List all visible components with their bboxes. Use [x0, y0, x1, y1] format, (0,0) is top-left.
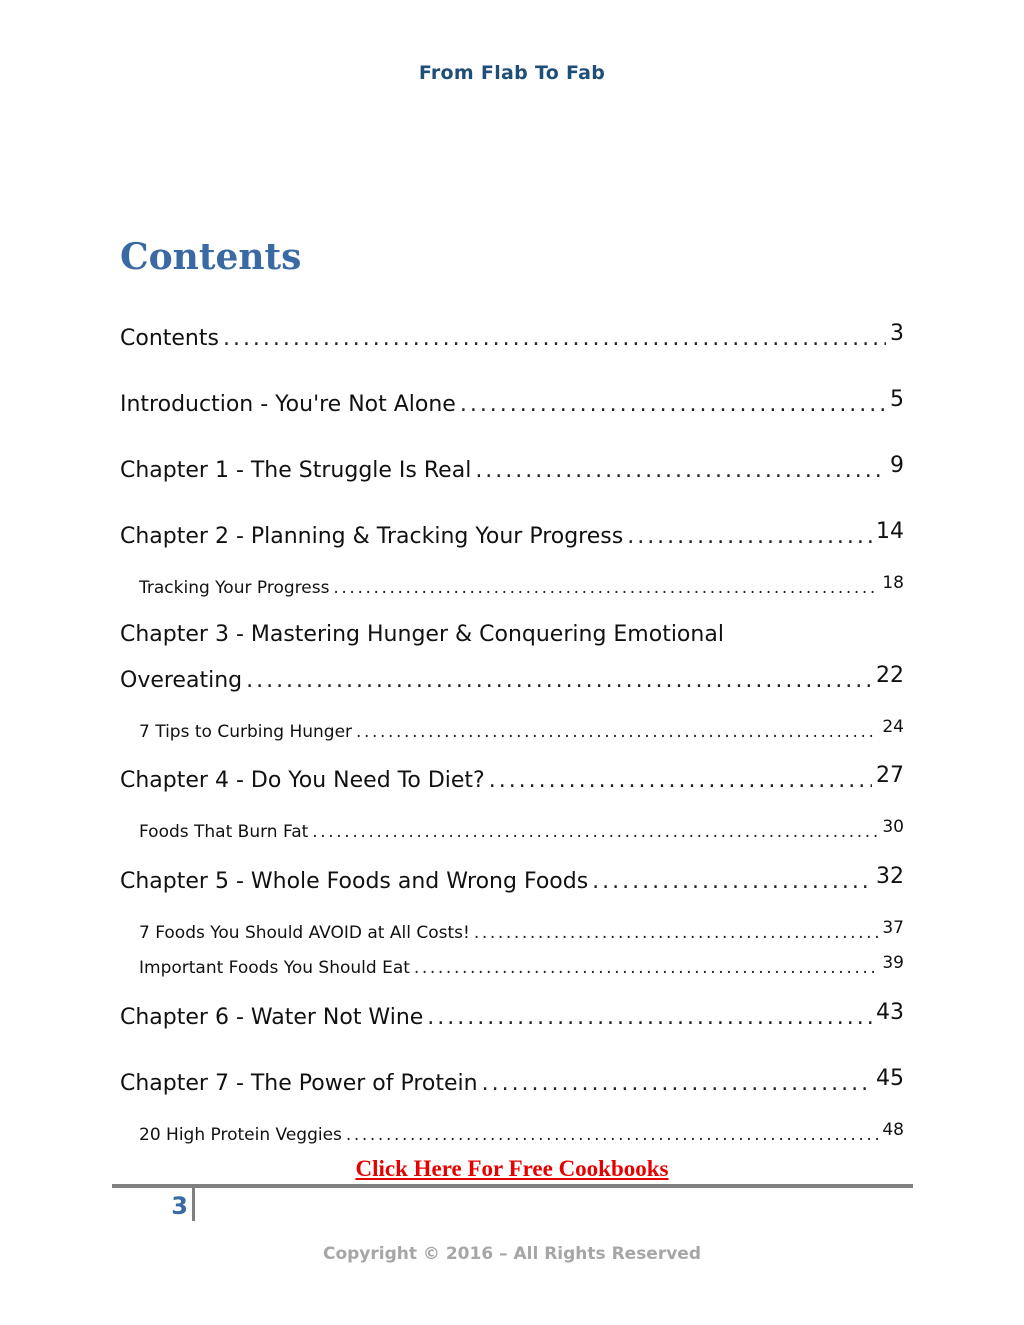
toc-entry-label: Chapter 1 - The Struggle Is Real	[120, 458, 472, 483]
toc-subentry-curbing-hunger[interactable]	[139, 717, 904, 742]
dot-leader	[312, 822, 878, 842]
running-header: From Flab To Fab	[418, 62, 606, 84]
toc-entry-chapter-3[interactable]	[120, 663, 904, 693]
toc-entry-introduction[interactable]	[120, 387, 904, 417]
dot-leader	[414, 958, 878, 978]
toc-entry-chapter-1[interactable]	[120, 453, 904, 483]
toc-entry-page: 43	[876, 1000, 904, 1025]
dot-leader	[356, 722, 878, 742]
footer-divider	[112, 1184, 913, 1188]
toc-entry-label: Overeating	[120, 668, 243, 693]
toc-entry-label: Chapter 6 - Water Not Wine	[120, 1005, 424, 1030]
toc-subentry-tracking-progress[interactable]	[139, 573, 904, 598]
toc-entry-page: 24	[882, 717, 904, 737]
toc-entry-contents[interactable]	[120, 321, 904, 351]
toc-entry-label: Foods That Burn Fat	[139, 822, 309, 842]
toc-entry-page: 45	[876, 1066, 904, 1091]
toc-entry-chapter-6[interactable]	[120, 1000, 904, 1030]
toc-entry-label: Tracking Your Progress	[139, 578, 330, 598]
toc-subentry-foods-avoid[interactable]	[139, 918, 904, 943]
toc-entry-chapter-7[interactable]	[120, 1066, 904, 1096]
toc-entry-page: 39	[882, 953, 904, 973]
toc-entry-page: 9	[890, 453, 904, 478]
toc-entry-label: 20 High Protein Veggies	[139, 1125, 342, 1145]
page-heading: Contents	[120, 236, 302, 278]
dot-leader	[427, 1005, 872, 1030]
dot-leader	[460, 392, 886, 417]
dot-leader	[223, 326, 886, 351]
toc-entry-label: Chapter 7 - The Power of Protein	[120, 1071, 478, 1096]
toc-entry-label: 7 Tips to Curbing Hunger	[139, 722, 353, 742]
toc-entry-page: 48	[882, 1120, 904, 1140]
dot-leader	[489, 768, 872, 793]
toc-entry-page: 37	[882, 918, 904, 938]
toc-entry-page: 18	[882, 573, 904, 593]
toc-entry-page: 27	[876, 763, 904, 788]
toc-entry-chapter-3-line1[interactable]: Chapter 3 - Mastering Hunger & Conquering Emotional	[120, 622, 724, 647]
toc-entry-page: 30	[882, 817, 904, 837]
toc-entry-label: Contents	[120, 326, 219, 351]
toc-entry-page: 3	[890, 321, 904, 346]
toc-entry-chapter-2[interactable]	[120, 519, 904, 549]
dot-leader	[475, 458, 886, 483]
toc-entry-page: 32	[876, 864, 904, 889]
toc-entry-page: 22	[876, 663, 904, 688]
toc-entry-page: 14	[876, 519, 904, 544]
dot-leader	[246, 668, 872, 693]
toc-subentry-important-foods[interactable]	[139, 953, 904, 978]
page-number: 3	[171, 1192, 188, 1220]
dot-leader	[346, 1125, 878, 1145]
dot-leader	[627, 524, 872, 549]
dot-leader	[592, 869, 872, 894]
dot-leader	[482, 1071, 872, 1096]
dot-leader	[474, 923, 879, 943]
toc-entry-label: Important Foods You Should Eat	[139, 958, 410, 978]
toc-entry-page: 5	[890, 387, 904, 412]
toc-entry-label: Chapter 2 - Planning & Tracking Your Progress	[120, 524, 624, 549]
toc-entry-label: Introduction - You're Not Alone	[120, 392, 456, 417]
toc-subentry-protein-veggies[interactable]	[139, 1120, 904, 1145]
toc-entry-label: Chapter 5 - Whole Foods and Wrong Foods	[120, 869, 589, 894]
toc-entry-chapter-4[interactable]	[120, 763, 904, 793]
dot-leader	[333, 578, 878, 598]
free-cookbooks-link[interactable]: Click Here For Free Cookbooks	[355, 1156, 669, 1181]
copyright-notice: Copyright © 2016 – All Rights Reserved	[322, 1244, 702, 1264]
page-number-divider	[192, 1188, 195, 1221]
toc-entry-label: Chapter 4 - Do You Need To Diet?	[120, 768, 485, 793]
toc-subentry-foods-burn-fat[interactable]	[139, 817, 904, 842]
toc-entry-label: 7 Foods You Should AVOID at All Costs!	[139, 923, 470, 943]
toc-entry-chapter-5[interactable]	[120, 864, 904, 894]
